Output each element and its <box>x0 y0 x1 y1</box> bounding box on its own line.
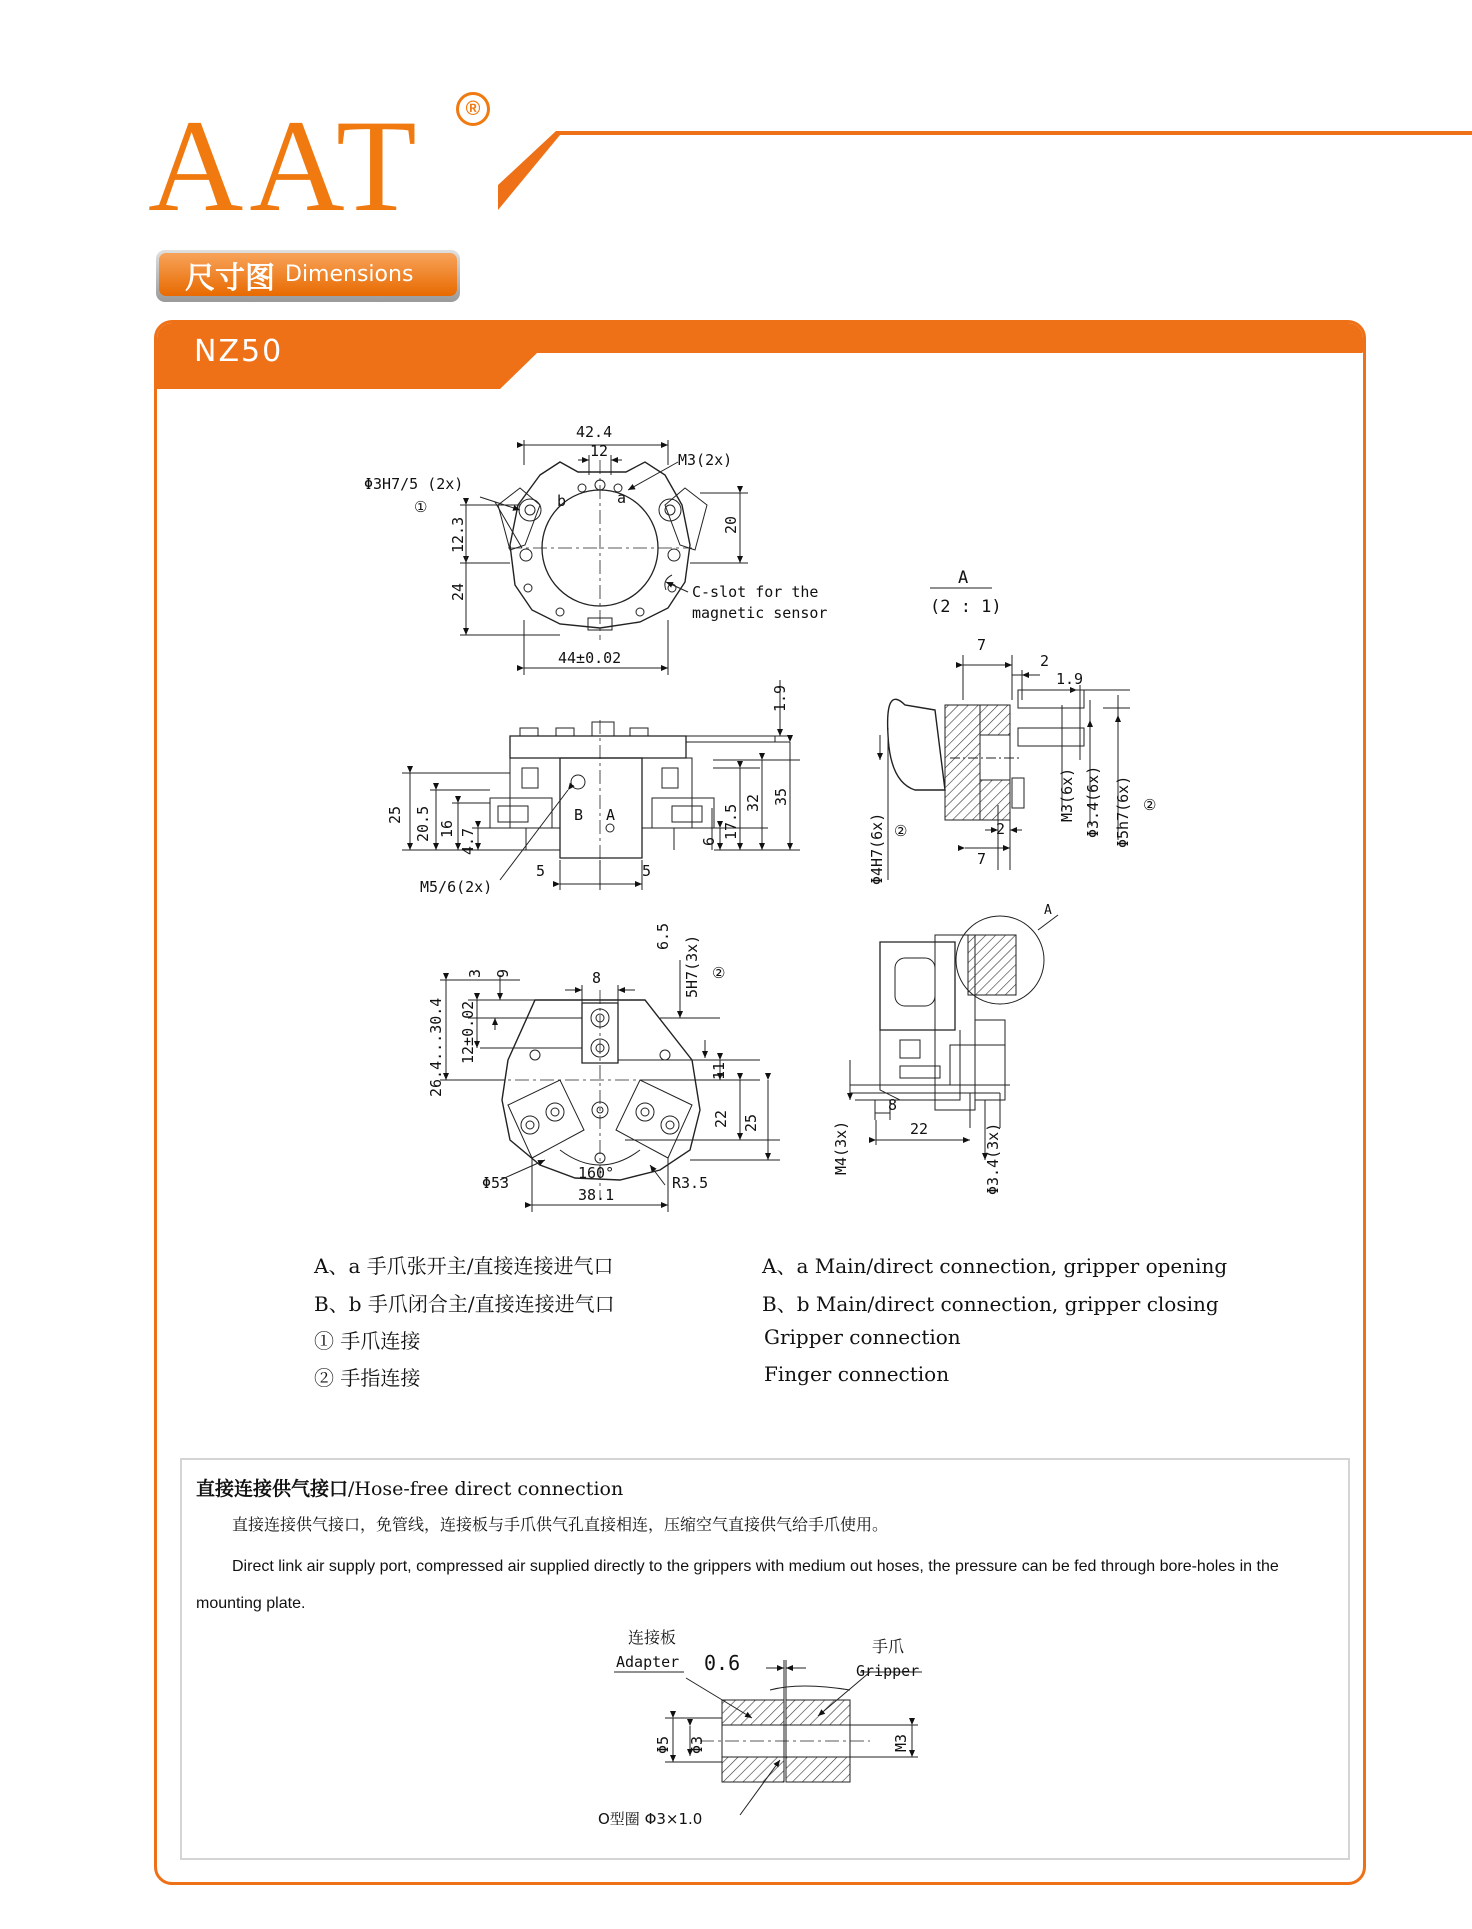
dim-front-6: 6 <box>700 836 718 846</box>
dim-bottom-6-5: 6.5 <box>654 922 672 950</box>
dim-front-4-7: 4.7 <box>459 827 477 855</box>
dim-front-5-right: 5 <box>642 862 652 880</box>
detail-a-title: A <box>958 568 969 588</box>
dim-side-m4: M4(3x) <box>832 1120 850 1175</box>
port-b-label: b <box>557 492 567 510</box>
dim-top-44: 44±0.02 <box>558 649 622 667</box>
legend-en-3: Gripper connection <box>764 1325 961 1349</box>
oring-label: O型圈 Φ3×1.0 <box>598 1810 703 1828</box>
legend-zh-2: B、b 手爪闭合主/直接连接进气口 <box>314 1292 615 1316</box>
dim-side-8: 8 <box>888 1096 898 1114</box>
dim-bottom-r3-5: R3.5 <box>672 1174 709 1192</box>
dim-top-20: 20 <box>722 515 740 534</box>
front-label-b: B <box>574 806 584 824</box>
dim-side-phi3-4: Φ3.4(3x) <box>984 1122 1002 1195</box>
dim-bottom-38-1: 38.1 <box>578 1186 615 1204</box>
dim-bottom-3: 3 <box>466 968 484 978</box>
dim-front-m5: M5/6(2x) <box>420 878 493 896</box>
hose-description-zh: 直接连接供气接口，免管线，连接板与手爪供气孔直接相连，压缩空气直接供气给手爪使用。 <box>232 1515 889 1534</box>
c-slot-label-1: C-slot for the <box>692 583 819 601</box>
dim-bottom-5h7: 5H7(3x) <box>683 934 701 998</box>
section-title-zh: 尺寸图 <box>185 260 275 296</box>
port-a-label: a <box>617 489 627 507</box>
dim-front-5-left: 5 <box>536 862 546 880</box>
side-view-drawing <box>850 915 1058 1160</box>
side-label-a: A <box>1044 903 1052 918</box>
dim-top-phi3h7: Φ3H7/5 (2x) <box>364 475 464 493</box>
legend-en-1: A、a Main/direct connection, gripper opening <box>762 1254 1228 1278</box>
dim-front-1-9: 1.9 <box>771 684 789 712</box>
legend-zh-1: A、a 手爪张开主/直接连接进气口 <box>314 1254 614 1278</box>
dim-hose-m3: M3 <box>892 1733 910 1752</box>
hose-title-zh: 直接连接供气接口 <box>196 1478 349 1500</box>
dim-detail-2-bottom: 2 <box>996 820 1006 838</box>
dim-hose-phi3: Φ3 <box>688 1735 706 1754</box>
dim-bottom-25: 25 <box>742 1113 760 1132</box>
dim-detail-m3: M3(6x) <box>1058 767 1076 822</box>
detail-circle-2-left: ② <box>894 822 908 840</box>
dim-bottom-26-4: 26.4...30.4 <box>427 997 445 1097</box>
brand-logo: AAT <box>148 92 423 239</box>
dim-detail-phi5h7: Φ5h7(6x) <box>1114 775 1132 848</box>
dim-top-12-3: 12.3 <box>449 516 467 553</box>
gap-dimension: 0.6 <box>704 1651 741 1675</box>
hose-section-title <box>196 1474 623 1501</box>
circle-1-callout: ① <box>414 498 428 516</box>
c-slot-label-2: magnetic sensor <box>692 604 828 622</box>
section-title-en: Dimensions <box>285 262 414 287</box>
dim-front-20-5: 20.5 <box>414 805 432 842</box>
registered-mark: ® <box>456 92 490 126</box>
gripper-label-zh: 手爪 <box>872 1637 905 1656</box>
dim-side-22: 22 <box>910 1120 929 1138</box>
dim-detail-1-9: 1.9 <box>1056 670 1084 688</box>
legend-zh-3: ① 手爪连接 <box>314 1329 421 1353</box>
dim-top-m3: M3(2x) <box>678 451 733 469</box>
dim-front-35: 35 <box>772 787 790 806</box>
dim-top-42-4: 42.4 <box>576 423 613 441</box>
legend-en-4: Finger connection <box>764 1362 950 1386</box>
model-name: NZ50 <box>194 334 284 369</box>
dim-detail-7-top: 7 <box>977 636 987 654</box>
dim-hose-phi5: Φ5 <box>654 1735 672 1754</box>
detail-a-scale: (2 : 1) <box>930 597 1002 617</box>
front-view-drawing <box>402 680 800 890</box>
detail-circle-2-right: ② <box>1143 796 1157 814</box>
dim-bottom-160deg: 160° <box>578 1164 615 1182</box>
legend-zh-4: ② 手指连接 <box>314 1366 421 1390</box>
dim-front-32: 32 <box>744 793 762 812</box>
dim-front-17-5: 17.5 <box>722 803 740 840</box>
dim-top-24: 24 <box>449 582 467 601</box>
hose-description-en: Direct link air supply port, compressed air supplied directly to the grippers with medium out hoses, the pressure can be fed through bore-holes in the mounting plate. <box>196 1558 1279 1612</box>
dim-bottom-22: 22 <box>712 1109 730 1128</box>
front-label-a: A <box>606 806 616 824</box>
hose-title-en: /Hose-free direct connection <box>348 1478 624 1500</box>
dim-front-16: 16 <box>438 819 456 838</box>
adapter-label-en: Adapter <box>616 1653 680 1671</box>
gripper-label-en: Gripper <box>856 1662 920 1680</box>
legend-en-2: B、b Main/direct connection, gripper closing <box>762 1292 1219 1316</box>
dim-bottom-12: 12±0.02 <box>459 1000 477 1064</box>
dim-detail-phi3-4: Φ3.4(6x) <box>1084 765 1102 838</box>
dim-bottom-11: 11 <box>710 1061 728 1080</box>
dim-front-25: 25 <box>386 805 404 824</box>
bottom-circle-2: ② <box>712 964 726 982</box>
dim-detail-phi4h7: Φ4H7(6x) <box>868 812 886 885</box>
dim-detail-7-bottom: 7 <box>977 850 987 868</box>
dim-bottom-8: 8 <box>592 969 602 987</box>
dim-bottom-phi53: Φ53 <box>482 1174 510 1192</box>
dim-detail-2-top: 2 <box>1040 652 1050 670</box>
dim-top-12: 12 <box>590 442 609 460</box>
dim-bottom-9: 9 <box>494 968 512 978</box>
adapter-label-zh: 连接板 <box>628 1628 677 1647</box>
top-view-drawing <box>460 440 748 675</box>
